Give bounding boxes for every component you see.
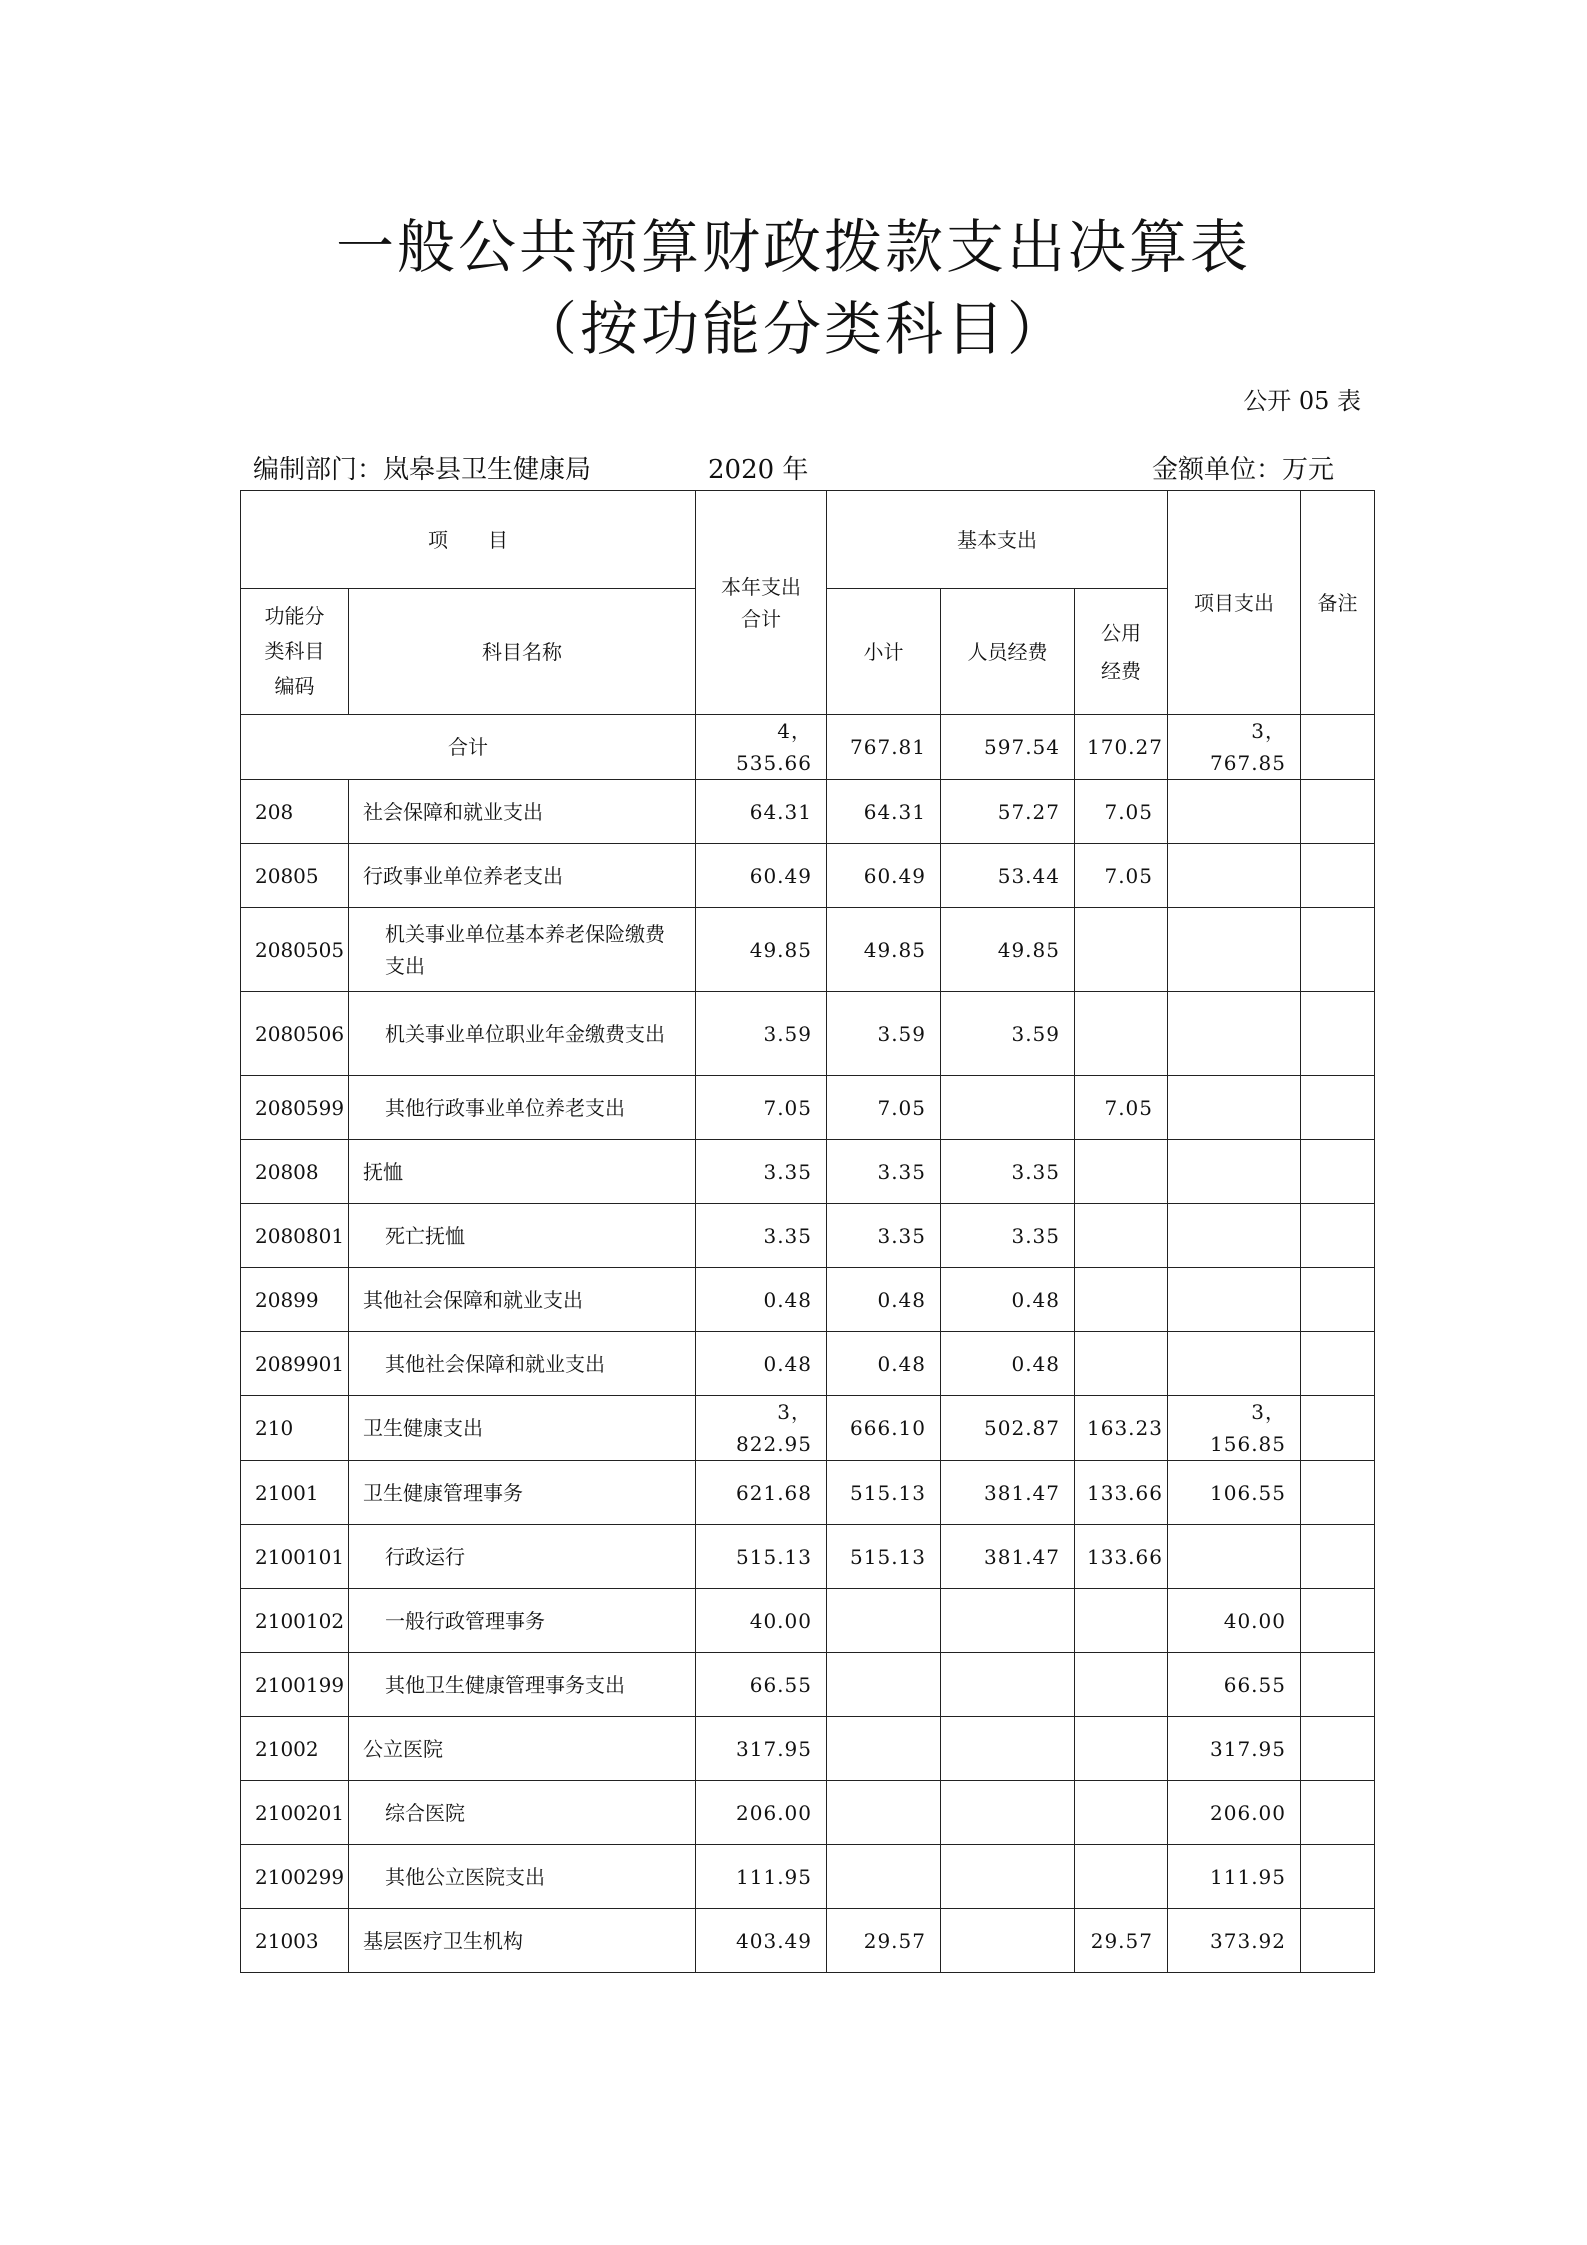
total-subtotal: 767.81 (827, 715, 941, 780)
table-row (241, 1781, 1375, 1845)
row-code: 2100101 (241, 1525, 349, 1589)
row-remark (1301, 1396, 1375, 1461)
row-code: 20805 (241, 844, 349, 908)
table-row (241, 1653, 1375, 1717)
row-project: 206.00 (1168, 1781, 1301, 1845)
row-code: 2080506 (241, 992, 349, 1076)
row-project (1168, 1332, 1301, 1396)
row-subtotal: 515.13 (827, 1525, 941, 1589)
row-project (1168, 992, 1301, 1076)
row-subtotal: 29.57 (827, 1909, 941, 1973)
row-project (1168, 1268, 1301, 1332)
row-total: 66.55 (696, 1653, 827, 1717)
header-project: 项目支出 (1168, 491, 1301, 715)
table-row (241, 1845, 1375, 1909)
row-name: 死亡抚恤 (349, 1204, 696, 1268)
total-row (241, 715, 1375, 780)
row-code: 2100102 (241, 1589, 349, 1653)
row-total: 7.05 (696, 1076, 827, 1140)
row-total: 515.13 (696, 1525, 827, 1589)
row-remark (1301, 1076, 1375, 1140)
year-label: 2020 年 (708, 455, 809, 485)
row-code: 21001 (241, 1461, 349, 1525)
row-project (1168, 1525, 1301, 1589)
header-basic: 基本支出 (827, 491, 1168, 589)
row-project: 106.55 (1168, 1461, 1301, 1525)
row-name: 一般行政管理事务 (349, 1589, 696, 1653)
row-name: 基层医疗卫生机构 (349, 1909, 696, 1973)
row-remark (1301, 1589, 1375, 1653)
row-subtotal (827, 1653, 941, 1717)
row-personnel: 381.47 (941, 1461, 1075, 1525)
row-subtotal (827, 1845, 941, 1909)
row-subtotal: 60.49 (827, 844, 941, 908)
row-remark (1301, 1717, 1375, 1781)
row-name: 机关事业单位基本养老保险缴费支出 (349, 908, 696, 992)
table-row (241, 1396, 1375, 1461)
row-remark (1301, 844, 1375, 908)
row-total: 64.31 (696, 780, 827, 844)
row-name: 其他社会保障和就业支出 (349, 1332, 696, 1396)
total-personnel: 597.54 (941, 715, 1075, 780)
row-personnel (941, 1717, 1075, 1781)
row-public: 7.05 (1075, 780, 1168, 844)
row-total: 3，822.95 (696, 1396, 827, 1461)
row-remark (1301, 1332, 1375, 1396)
row-remark (1301, 1525, 1375, 1589)
table-row (241, 908, 1375, 992)
row-personnel: 381.47 (941, 1525, 1075, 1589)
total-amount: 4，535.66 (696, 715, 827, 780)
department-label: 编制部门：岚皋县卫生健康局 (253, 455, 592, 485)
row-personnel: 3.59 (941, 992, 1075, 1076)
row-name: 其他公立医院支出 (349, 1845, 696, 1909)
row-project: 373.92 (1168, 1909, 1301, 1973)
table-row (241, 1461, 1375, 1525)
row-total: 3.35 (696, 1204, 827, 1268)
row-name: 其他卫生健康管理事务支出 (349, 1653, 696, 1717)
row-personnel (941, 1909, 1075, 1973)
row-public: 133.66 (1075, 1461, 1168, 1525)
row-code: 2080505 (241, 908, 349, 992)
row-remark (1301, 1845, 1375, 1909)
row-total: 3.59 (696, 992, 827, 1076)
row-public: 7.05 (1075, 844, 1168, 908)
row-subtotal: 666.10 (827, 1396, 941, 1461)
total-public: 170.27 (1075, 715, 1168, 780)
row-subtotal: 49.85 (827, 908, 941, 992)
row-name: 行政事业单位养老支出 (349, 844, 696, 908)
unit-label: 金额单位：万元 (1151, 455, 1334, 485)
table-row (241, 1525, 1375, 1589)
row-personnel: 0.48 (941, 1332, 1075, 1396)
total-remark (1301, 715, 1375, 780)
form-code: 公开 05 表 (1243, 387, 1361, 415)
row-name: 综合医院 (349, 1781, 696, 1845)
row-personnel: 57.27 (941, 780, 1075, 844)
row-project: 66.55 (1168, 1653, 1301, 1717)
row-code: 2080599 (241, 1076, 349, 1140)
row-personnel: 3.35 (941, 1204, 1075, 1268)
row-personnel (941, 1653, 1075, 1717)
row-public (1075, 1781, 1168, 1845)
row-project (1168, 1140, 1301, 1204)
row-total: 403.49 (696, 1909, 827, 1973)
table-row (241, 844, 1375, 908)
row-total: 0.48 (696, 1268, 827, 1332)
row-remark (1301, 1781, 1375, 1845)
row-code: 2080801 (241, 1204, 349, 1268)
row-personnel (941, 1845, 1075, 1909)
page-subtitle: （按功能分类科目） (518, 295, 1068, 363)
row-code: 21002 (241, 1717, 349, 1781)
row-remark (1301, 1268, 1375, 1332)
header-personnel: 人员经费 (941, 589, 1075, 715)
row-name: 卫生健康支出 (349, 1396, 696, 1461)
row-code: 21003 (241, 1909, 349, 1973)
row-public: 163.23 (1075, 1396, 1168, 1461)
table-row (241, 1332, 1375, 1396)
row-total: 206.00 (696, 1781, 827, 1845)
row-public: 29.57 (1075, 1909, 1168, 1973)
row-name: 抚恤 (349, 1140, 696, 1204)
row-code: 20899 (241, 1268, 349, 1332)
row-subtotal: 3.35 (827, 1204, 941, 1268)
row-project (1168, 1076, 1301, 1140)
row-total: 3.35 (696, 1140, 827, 1204)
row-name: 机关事业单位职业年金缴费支出 (349, 992, 696, 1076)
header-remark: 备注 (1301, 491, 1375, 715)
row-personnel: 49.85 (941, 908, 1075, 992)
header-code: 功能分类科目编码 (241, 589, 349, 715)
row-subtotal: 0.48 (827, 1332, 941, 1396)
row-code: 2100199 (241, 1653, 349, 1717)
row-project: 3，156.85 (1168, 1396, 1301, 1461)
total-project: 3，767.85 (1168, 715, 1301, 780)
row-subtotal (827, 1781, 941, 1845)
row-total: 621.68 (696, 1461, 827, 1525)
table-row (241, 1717, 1375, 1781)
row-public: 133.66 (1075, 1525, 1168, 1589)
row-subtotal: 3.35 (827, 1140, 941, 1204)
row-code: 2100299 (241, 1845, 349, 1909)
row-remark (1301, 1461, 1375, 1525)
header-name: 科目名称 (349, 589, 696, 715)
row-project: 111.95 (1168, 1845, 1301, 1909)
row-subtotal (827, 1717, 941, 1781)
row-total: 111.95 (696, 1845, 827, 1909)
row-total: 60.49 (696, 844, 827, 908)
row-subtotal: 3.59 (827, 992, 941, 1076)
row-total: 317.95 (696, 1717, 827, 1781)
row-public (1075, 1589, 1168, 1653)
row-project: 317.95 (1168, 1717, 1301, 1781)
row-name: 社会保障和就业支出 (349, 780, 696, 844)
row-code: 2100201 (241, 1781, 349, 1845)
row-name: 卫生健康管理事务 (349, 1461, 696, 1525)
row-subtotal: 64.31 (827, 780, 941, 844)
header-total: 本年支出合计 (696, 491, 827, 715)
row-total: 49.85 (696, 908, 827, 992)
table-row (241, 1909, 1375, 1973)
table-row (241, 1204, 1375, 1268)
row-remark (1301, 908, 1375, 992)
row-project (1168, 908, 1301, 992)
header-row-1 (241, 491, 1375, 589)
row-name: 其他行政事业单位养老支出 (349, 1076, 696, 1140)
row-public (1075, 1204, 1168, 1268)
row-name: 其他社会保障和就业支出 (349, 1268, 696, 1332)
table-row (241, 780, 1375, 844)
page-title: 一般公共预算财政拨款支出决算表 (335, 213, 1251, 281)
row-subtotal: 7.05 (827, 1076, 941, 1140)
row-project (1168, 844, 1301, 908)
row-personnel (941, 1589, 1075, 1653)
table-row (241, 1140, 1375, 1204)
row-public: 7.05 (1075, 1076, 1168, 1140)
row-code: 210 (241, 1396, 349, 1461)
budget-table (240, 490, 1375, 1973)
row-public (1075, 908, 1168, 992)
row-remark (1301, 1909, 1375, 1973)
row-total: 40.00 (696, 1589, 827, 1653)
row-remark (1301, 780, 1375, 844)
row-public (1075, 1140, 1168, 1204)
row-remark (1301, 1140, 1375, 1204)
table-row (241, 1076, 1375, 1140)
row-public (1075, 1332, 1168, 1396)
row-remark (1301, 1653, 1375, 1717)
row-public (1075, 992, 1168, 1076)
row-personnel: 3.35 (941, 1140, 1075, 1204)
row-personnel (941, 1076, 1075, 1140)
table-row (241, 992, 1375, 1076)
table-row (241, 1268, 1375, 1332)
row-project (1168, 1204, 1301, 1268)
row-code: 208 (241, 780, 349, 844)
header-public: 公用经费 (1075, 589, 1168, 715)
row-public (1075, 1653, 1168, 1717)
row-project (1168, 780, 1301, 844)
row-public (1075, 1845, 1168, 1909)
row-subtotal (827, 1589, 941, 1653)
header-item: 项 目 (241, 491, 696, 589)
row-subtotal: 515.13 (827, 1461, 941, 1525)
row-code: 20808 (241, 1140, 349, 1204)
row-total: 0.48 (696, 1332, 827, 1396)
row-personnel: 53.44 (941, 844, 1075, 908)
row-public (1075, 1268, 1168, 1332)
row-project: 40.00 (1168, 1589, 1301, 1653)
row-personnel: 0.48 (941, 1268, 1075, 1332)
row-personnel: 502.87 (941, 1396, 1075, 1461)
row-name: 公立医院 (349, 1717, 696, 1781)
row-name: 行政运行 (349, 1525, 696, 1589)
row-remark (1301, 992, 1375, 1076)
row-personnel (941, 1781, 1075, 1845)
row-public (1075, 1717, 1168, 1781)
header-subtotal: 小计 (827, 589, 941, 715)
table-row (241, 1589, 1375, 1653)
row-remark (1301, 1204, 1375, 1268)
row-code: 2089901 (241, 1332, 349, 1396)
row-subtotal: 0.48 (827, 1268, 941, 1332)
total-label: 合计 (241, 715, 696, 780)
